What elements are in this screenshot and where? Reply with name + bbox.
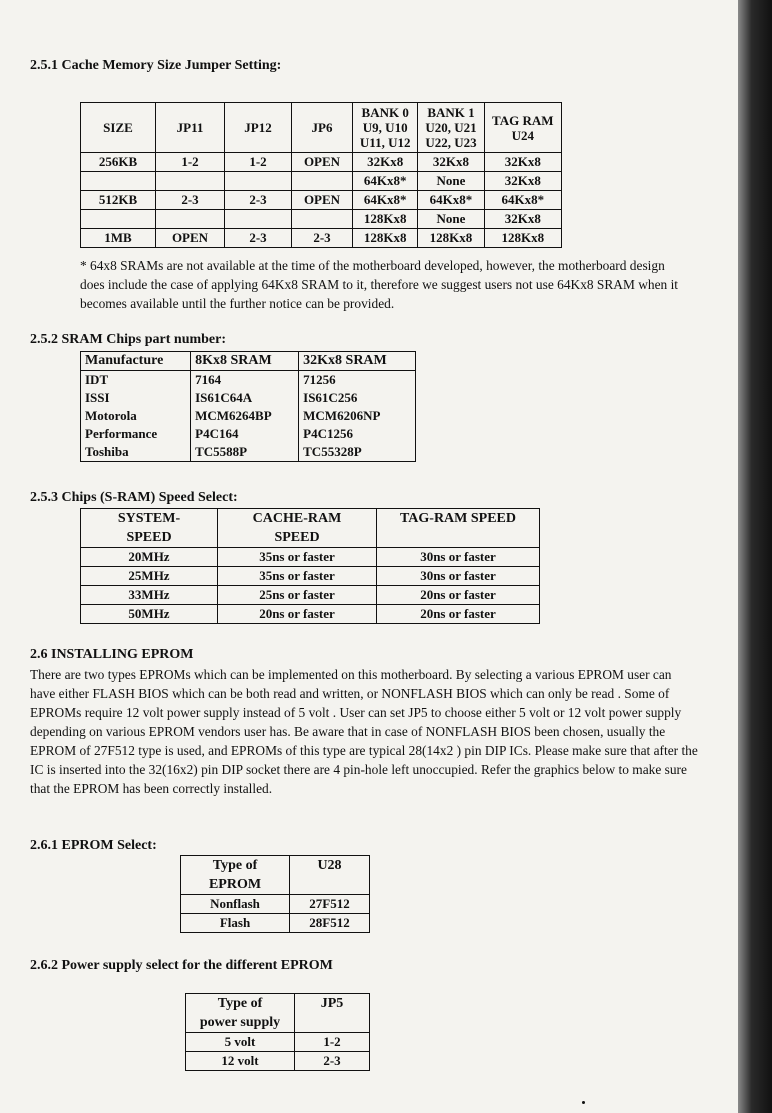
table-cell: 2-3 [292, 229, 353, 248]
table-cell [292, 172, 353, 191]
table-cell [225, 172, 292, 191]
header-cell: SYSTEM- SPEED [81, 509, 218, 548]
table-cell: 33MHz [81, 586, 218, 605]
table-cell: 256KB [81, 153, 156, 172]
table-cell: 5 volt [186, 1033, 295, 1052]
header-cell: 32Kx8 SRAM [299, 352, 416, 371]
table-cell: 2-3 [295, 1052, 370, 1071]
scan-edge [738, 0, 772, 1113]
table-cell: P4C1256 [299, 425, 416, 443]
table-cell: 30ns or faster [377, 548, 540, 567]
table-cell: 128Kx8 [484, 229, 561, 248]
table-cell: 64Kx8* [418, 191, 484, 210]
header-cell: JP5 [295, 994, 370, 1033]
table-cell: 27F512 [290, 895, 370, 914]
header-cell: SIZE [81, 103, 156, 153]
table-cell: 2-3 [225, 229, 292, 248]
section-title-cache-jumper: 2.5.1 Cache Memory Size Jumper Setting: [30, 58, 282, 73]
header-cell: JP6 [292, 103, 353, 153]
table-cell: 32Kx8 [484, 210, 561, 229]
header-cell: BANK 1 U20, U21 U22, U23 [418, 103, 484, 153]
table-cell [225, 210, 292, 229]
table-cell: 28F512 [290, 914, 370, 933]
power-supply-table [185, 993, 370, 1071]
eprom-select-table [180, 855, 370, 933]
table-cell: 512KB [81, 191, 156, 210]
table-cell: 20ns or faster [377, 605, 540, 624]
section-title-sram-chips: 2.5.2 SRAM Chips part number: [30, 332, 227, 347]
table-cell [81, 172, 156, 191]
table-cell: 50MHz [81, 605, 218, 624]
table-cell [156, 172, 225, 191]
table-cell: 32Kx8 [353, 153, 418, 172]
header-cell: TAG RAM U24 [484, 103, 561, 153]
section-title-installing-eprom: 2.6 INSTALLING EPROM [30, 647, 194, 662]
table-cell: IS61C256 [299, 389, 416, 407]
table-cell: 35ns or faster [218, 567, 377, 586]
table-cell: 64Kx8* [353, 172, 418, 191]
table-cell: 7164 [191, 371, 299, 390]
table-cell: 12 volt [186, 1052, 295, 1071]
table-cell: 20ns or faster [218, 605, 377, 624]
table-cell: 20MHz [81, 548, 218, 567]
scan-speck [582, 1101, 585, 1104]
table-cell: IS61C64A [191, 389, 299, 407]
table-cell: None [418, 210, 484, 229]
table-cell: ISSI [81, 389, 191, 407]
sram-chips-table [80, 351, 416, 462]
table-cell: 1MB [81, 229, 156, 248]
table-cell: 35ns or faster [218, 548, 377, 567]
table-cell: MCM6206NP [299, 407, 416, 425]
section-title-speed-select: 2.5.3 Chips (S-RAM) Speed Select: [30, 490, 238, 505]
header-cell: JP12 [225, 103, 292, 153]
table-cell: 1-2 [156, 153, 225, 172]
table-cell: 1-2 [225, 153, 292, 172]
header-cell: TAG-RAM SPEED [377, 509, 540, 548]
header-cell: 8Kx8 SRAM [191, 352, 299, 371]
speed-select-table [80, 508, 540, 624]
table-cell: 32Kx8 [418, 153, 484, 172]
header-cell: Type of EPROM [181, 856, 290, 895]
header-cell: BANK 0 U9, U10 U11, U12 [353, 103, 418, 153]
table-cell: Nonflash [181, 895, 290, 914]
section-title-power-supply: 2.6.2 Power supply select for the different EPROM [30, 958, 333, 973]
table-cell: Flash [181, 914, 290, 933]
section-title-eprom-select: 2.6.1 EPROM Select: [30, 838, 157, 853]
table-cell [81, 210, 156, 229]
table-cell: None [418, 172, 484, 191]
table-cell: Performance [81, 425, 191, 443]
table-cell: 30ns or faster [377, 567, 540, 586]
table-cell: P4C164 [191, 425, 299, 443]
header-cell: JP11 [156, 103, 225, 153]
table-cell: 71256 [299, 371, 416, 390]
header-cell: CACHE-RAM SPEED [218, 509, 377, 548]
table-cell [292, 210, 353, 229]
table-cell: 128Kx8 [353, 210, 418, 229]
table-cell: 2-3 [156, 191, 225, 210]
table-cell: 25MHz [81, 567, 218, 586]
table-cell: 64Kx8* [353, 191, 418, 210]
table-cell: 64Kx8* [484, 191, 561, 210]
table-cell: IDT [81, 371, 191, 390]
table-cell: Toshiba [81, 443, 191, 462]
table-cell: TC5588P [191, 443, 299, 462]
table-cell: Motorola [81, 407, 191, 425]
table-cell: 25ns or faster [218, 586, 377, 605]
header-cell: U28 [290, 856, 370, 895]
table-cell: MCM6264BP [191, 407, 299, 425]
sram-footnote: * 64x8 SRAMs are not available at the time of the motherboard developed, however, the motherboard design does include the case of applying 64Kx8 SRAM to it, therefore we suggest users not use 64Kx8 SRAM when it becomes available until the further notice can be provided. [80, 258, 679, 311]
table-cell: 32Kx8 [484, 153, 561, 172]
table-cell: 128Kx8 [418, 229, 484, 248]
table-cell: 1-2 [295, 1033, 370, 1052]
table-cell: OPEN [156, 229, 225, 248]
table-cell: OPEN [292, 153, 353, 172]
header-cell: Manufacture [81, 352, 191, 371]
cache-jumper-table [80, 102, 562, 248]
table-cell: 32Kx8 [484, 172, 561, 191]
table-cell: OPEN [292, 191, 353, 210]
table-cell [156, 210, 225, 229]
header-cell: Type of power supply [186, 994, 295, 1033]
table-cell: 20ns or faster [377, 586, 540, 605]
table-cell: TC55328P [299, 443, 416, 462]
eprom-paragraph: There are two types EPROMs which can be implemented on this motherboard. By selecting a various EPROM user can have either FLASH BIOS which can be both read and written, or NONFLASH BIOS which can only be read . Some of EPROMs require 12 volt power supply instead of 5 volt . User can set JP5 to choose either 5 volt or 12 volt power supply depending on various EPROM vendors user has. Be aware that in case of NONFLASH BIOS been chosen, usually the EPROM of 27F512 type is used, and EPROMs of this type are typical 28(14x2 ) pin DIP ICs. Please make sure that after the IC is inserted into the 32(16x2) pin DIP socket there are 4 pin-hole left unoccupied. Refer the graphics below to make sure that the EPROM has been correctly installed. [30, 667, 698, 796]
table-cell: 128Kx8 [353, 229, 418, 248]
table-cell: 2-3 [225, 191, 292, 210]
